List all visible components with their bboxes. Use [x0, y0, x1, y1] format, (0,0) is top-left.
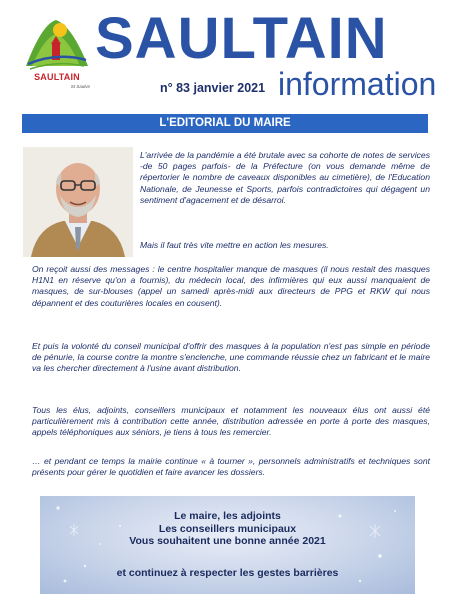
masthead-subtitle: information: [278, 66, 437, 102]
section-title-banner: L'EDITORIAL DU MAIRE: [22, 114, 428, 133]
masthead-title: SAULTAIN: [95, 6, 388, 71]
editorial-paragraph: L'arrivée de la pandémie a été brutale avec sa cohorte de notes de services -de 50 pages parfois- de la Préfecture (on vous demande même de répertorier le nombre de caveaux disponibles au cimetière), de l'Education Nationale, de Jeunesse et Sports, parfois contradictoires qui dégagent un sentiment d'agacement et de désarroi.: [140, 150, 430, 205]
wishes-text: [40, 510, 415, 548]
editorial-paragraph: … et pendant ce temps la mairie continue « à tourner », personnels administratifs et techniques sont présents pour gérer le quotidien et faire avancer les dossiers.: [32, 456, 430, 478]
logo-subtext: St Saulve: [70, 84, 90, 89]
editorial-paragraph: Tous les élus, adjoints, conseillers municipaux et notamment les nouveaux élus ont aussi été particulièrement mis à contribution cette année, distribution adressée en porte à porte des masques, appels téléphoniques aux séniors, je tiens à tous les remercier.: [32, 405, 430, 438]
new-year-wishes-box: [40, 496, 415, 594]
logo-emblem-icon: [22, 14, 92, 74]
mayor-photo: [23, 147, 133, 257]
editorial-paragraph: Et puis la volonté du conseil municipal d'offrir des masques à la population n'est pas simple en période de pénurie, la course contre la montre s'enclenche, une commande réussie chez un fabricant et le maire va les chercher directement à l'usine avant distribution.: [32, 341, 430, 374]
wishes-line: Les conseillers municipaux: [158, 522, 297, 535]
wishes-closing-line: et continuez à respecter les gestes barrières: [116, 567, 339, 579]
issue-number: n° 83 janvier 2021: [160, 81, 266, 95]
editorial-paragraph: On reçoit aussi des messages : le centre hospitalier manque de masques (il nous restait des masques H1N1 en réserve qu'on a fournis), du médecin local, des infirmières qui eux aussi manquaient de masques, de sur-blouses (appel un samedi après-midi aux directeurs de PPG et RKW qui nous dépannent et des couturières locales en cousent).: [32, 264, 430, 308]
editorial-paragraph: Mais il faut très vite mettre en action les mesures.: [140, 240, 329, 250]
wishes-line: Vous souhaitent une bonne année 2021: [129, 535, 326, 547]
town-logo: [22, 14, 92, 100]
wishes-line: Le maire, les adjoints: [174, 510, 281, 522]
logo-name: SAULTAIN: [34, 72, 80, 82]
